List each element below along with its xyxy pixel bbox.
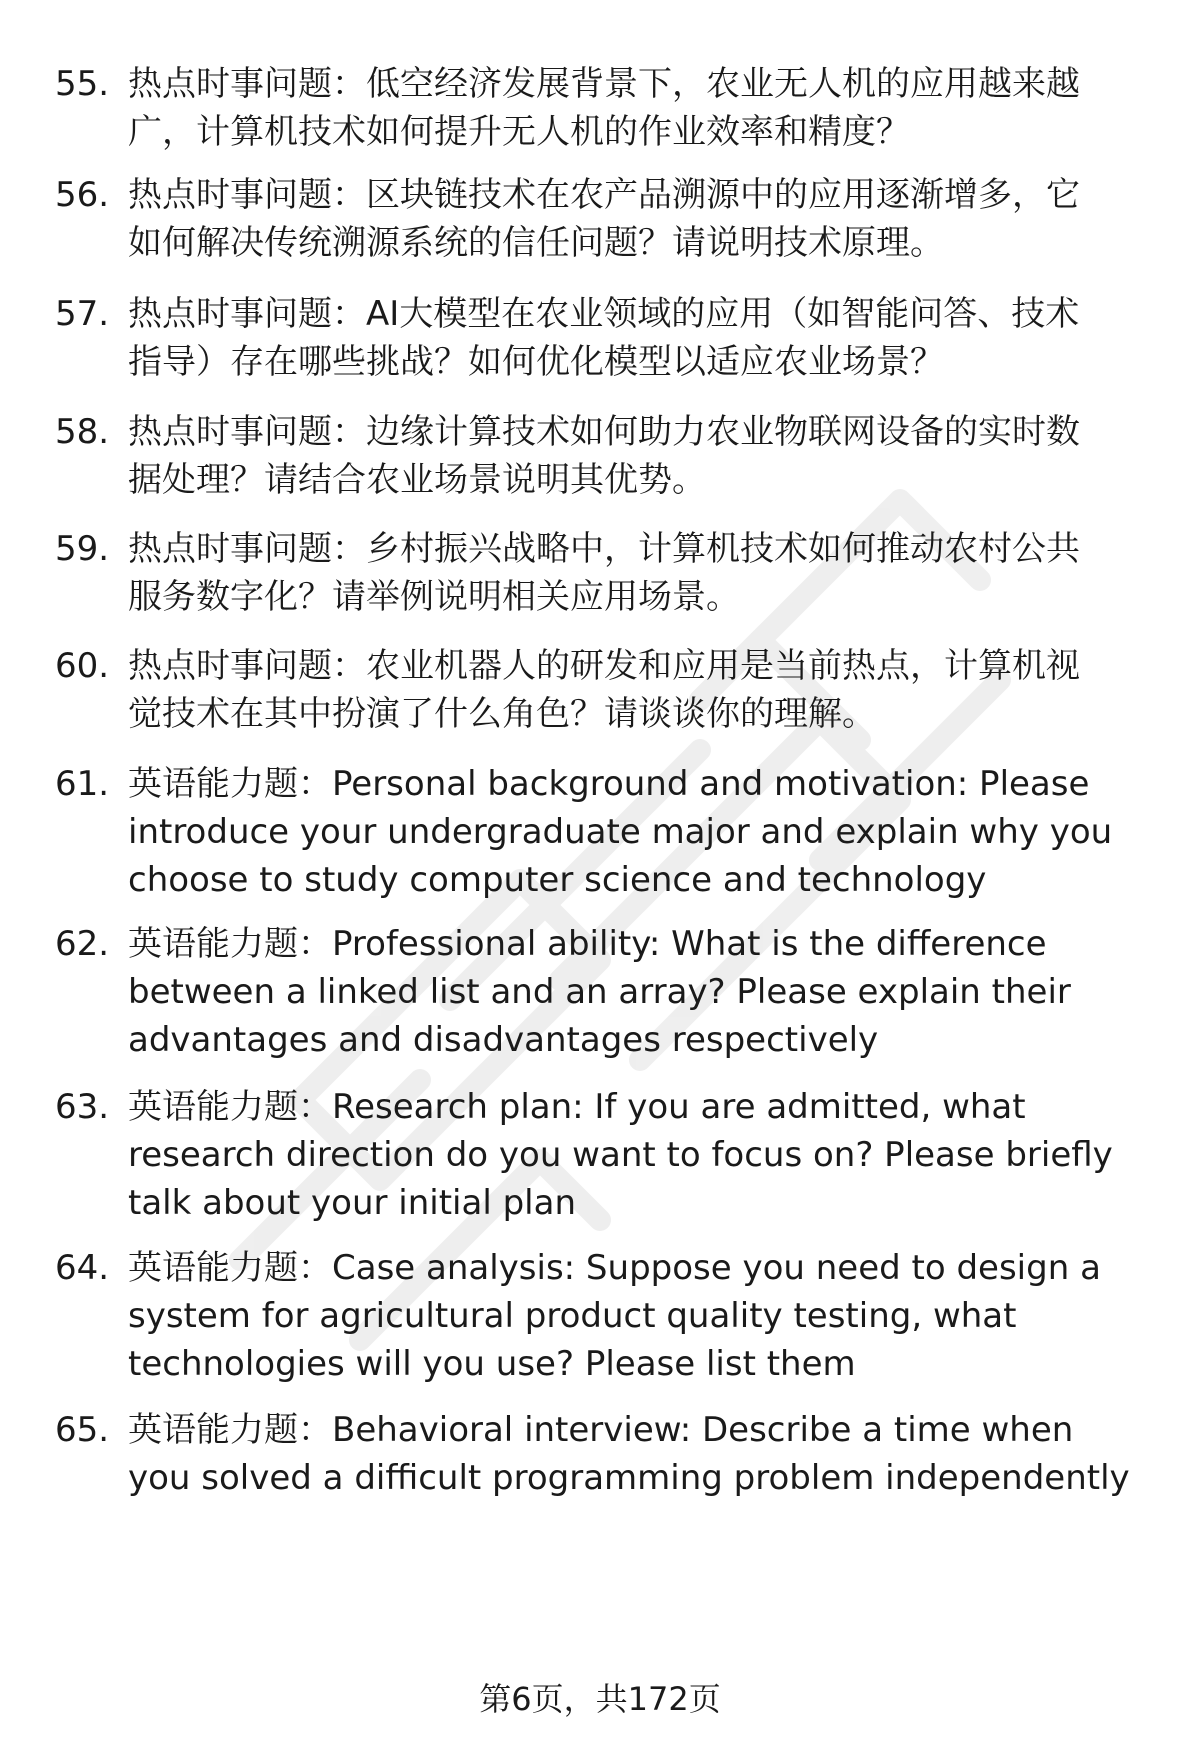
question-line: choose to study computer science and technology [128,860,987,900]
question-number: 61. [55,764,110,804]
question-line: system for agricultural product quality testing, what [128,1296,1017,1336]
question-line: 英语能力题：Personal background and motivation: Please [128,764,1090,804]
question-number: 58. [55,412,110,452]
question-number: 59. [55,529,110,569]
question-line: 热点时事问题：农业机器人的研发和应用是当前热点，计算机视 [128,646,1080,686]
question-number: 63. [55,1087,110,1127]
question-text [128,171,1148,267]
question-number: 56. [55,175,110,215]
question-text [128,525,1148,621]
question-line: advantages and disadvantages respectively [128,1020,879,1060]
question-line: 热点时事问题：低空经济发展背景下，农业无人机的应用越来越 [128,64,1080,104]
page-number-label: 第6页，共172页 [479,1680,721,1718]
question-number: 57. [55,294,110,334]
question-number: 55. [55,64,110,104]
question-line: 如何解决传统溯源系统的信任问题？请说明技术原理。 [128,223,944,263]
page-footer [0,1675,1200,1723]
question-text [128,760,1148,904]
question-line: you solved a difficult programming problem independently [128,1458,1130,1498]
question-line: 热点时事问题：AI大模型在农业领域的应用（如智能问答、技术 [128,294,1080,334]
question-line: 指导）存在哪些挑战？如何优化模型以适应农业场景？ [128,342,944,382]
question-line: technologies will you use? Please list them [128,1344,856,1384]
question-text [128,920,1148,1064]
question-line: 英语能力题：Behavioral interview: Describe a time when [128,1410,1074,1450]
question-line: 广，计算机技术如何提升无人机的作业效率和精度？ [128,112,910,152]
question-line: 英语能力题：Professional ability: What is the difference [128,924,1047,964]
question-number: 62. [55,924,110,964]
question-line: 据处理？请结合农业场景说明其优势。 [128,460,706,500]
question-line: 觉技术在其中扮演了什么角色？请谈谈你的理解。 [128,694,876,734]
question-text [128,642,1148,738]
question-line: 热点时事问题：乡村振兴战略中，计算机技术如何推动农村公共 [128,529,1080,569]
question-text [128,1083,1148,1227]
question-number: 60. [55,646,110,686]
question-line: research direction do you want to focus on? Please briefly [128,1135,1113,1175]
question-line: 热点时事问题：边缘计算技术如何助力农业物联网设备的实时数 [128,412,1080,452]
question-line: 服务数字化？请举例说明相关应用场景。 [128,577,740,617]
question-line: 英语能力题：Research plan: If you are admitted, what [128,1087,1026,1127]
question-number: 65. [55,1410,110,1450]
question-text [128,290,1148,386]
question-line: introduce your undergraduate major and explain why you [128,812,1113,852]
question-line: talk about your initial plan [128,1183,576,1223]
question-text [128,1244,1148,1388]
question-line: between a linked list and an array? Please explain their [128,972,1071,1012]
question-text [128,408,1148,504]
question-number: 64. [55,1248,110,1288]
question-line: 热点时事问题：区块链技术在农产品溯源中的应用逐渐增多，它 [128,175,1080,215]
question-text [128,60,1148,156]
question-text [128,1406,1148,1502]
question-line: 英语能力题：Case analysis: Suppose you need to design a [128,1248,1101,1288]
